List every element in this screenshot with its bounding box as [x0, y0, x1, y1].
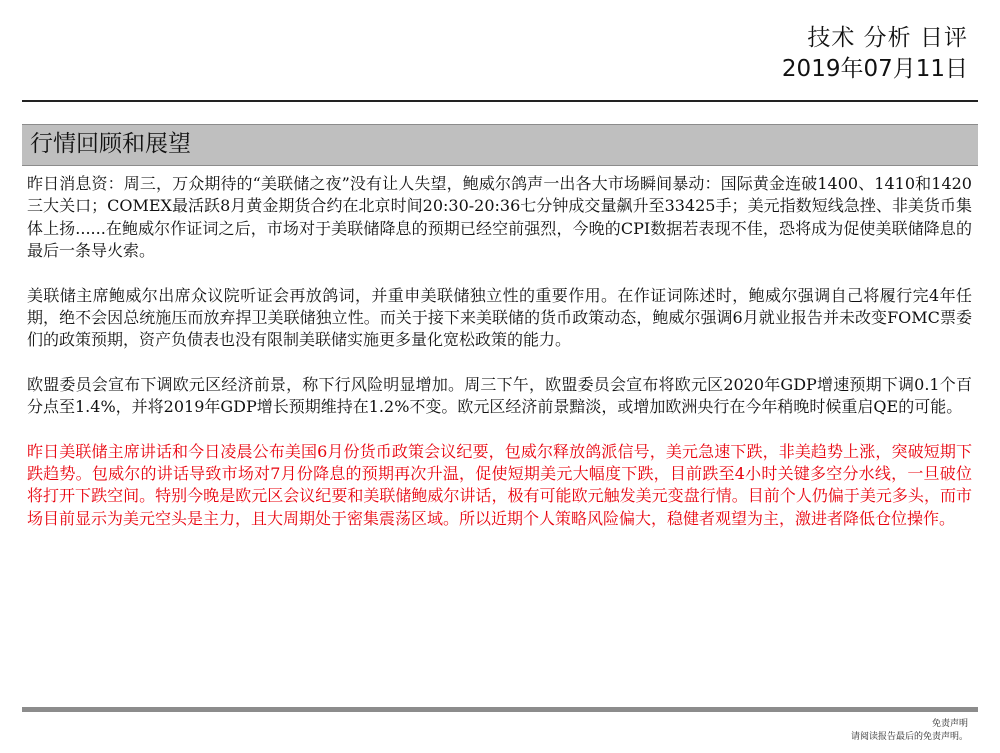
disclaimer [851, 718, 968, 744]
report-type: 技术 分析 日评 [807, 25, 968, 51]
disclaimer-note: 请阅读报告最后的免责声明。 [850, 732, 968, 742]
disclaimer-title: 免责声明 [931, 719, 968, 729]
paragraph-fed-testimony: 美联储主席鲍威尔出席众议院听证会再放鸽词，并重申美联储独立性的重要作用。在作证词陈述时，鲍威尔强调自己将履行完4年任期，绝不会因总统施压而放弃捍卫美联储独立性。而关于接下来美联储的货币政策动态，鲍威尔强调6月就业报告并未改变FOMC票委们的政策预期，资产负债表也没有限制美联储实施更多量化宽松政策的能力。 [27, 285, 972, 350]
section-title: 行情回顾和展望 [30, 131, 191, 157]
paragraph-eu-outlook: 欧盟委员会宣布下调欧元区经济前景，称下行风险明显增加。周三下午，欧盟委员会宣布将欧元区2020年GDP增速预期下调0.1个百分点至1.4%，并将2019年GDP增长预期维持在1.2%不变。欧元区经济前景黯淡，或增加欧洲央行在今年稍晚时候重启QE的可能。 [27, 374, 972, 417]
paragraph-analysis: 昨日美联储主席讲话和今日凌晨公布美国6月份货币政策会议纪要，包威尔释放鸽派信号，美元急速下跌，非美趋势上涨，突破短期下跌趋势。包威尔的讲话导致市场对7月份降息的预期再次升温，促使短期美元大幅度下跌，目前跌至4小时关键多空分水线，一旦破位将打开下跌空间。特别今晚是欧元区会议纪要和美联储鲍威尔讲话，极有可能欧元触发美元变盘行情。目前个人仍偏于美元多头，而市场目前显示为美元空头是主力，且大周期处于密集震荡区域。所以近期个人策略风险偏大，稳健者观望为主，激进者降低仓位操作。 [27, 441, 972, 528]
section-header-bar [22, 124, 978, 166]
report-header [782, 22, 968, 84]
report-date: 2019年07月11日 [781, 56, 968, 82]
paragraph-news: 昨日消息资：周三，万众期待的“美联储之夜”没有让人失望，鲍威尔鸽声一出各大市场瞬间暴动：国际黄金连破1400、1410和1420三大关口；COMEX最活跃8月黄金期货合约在北京时间20:30-20:36七分钟成交量飙升至33425手；美元指数短线急挫、非美货币集体上扬......在鲍威尔作证词之后，市场对于美联储降息的预期已经空前强烈，今晚的CPI数据若表现不佳，恐将成为促使美联储降息的最后一条导火索。 [27, 174, 972, 261]
report-body [27, 173, 972, 552]
header-divider [22, 100, 978, 102]
footer-divider [22, 707, 978, 712]
